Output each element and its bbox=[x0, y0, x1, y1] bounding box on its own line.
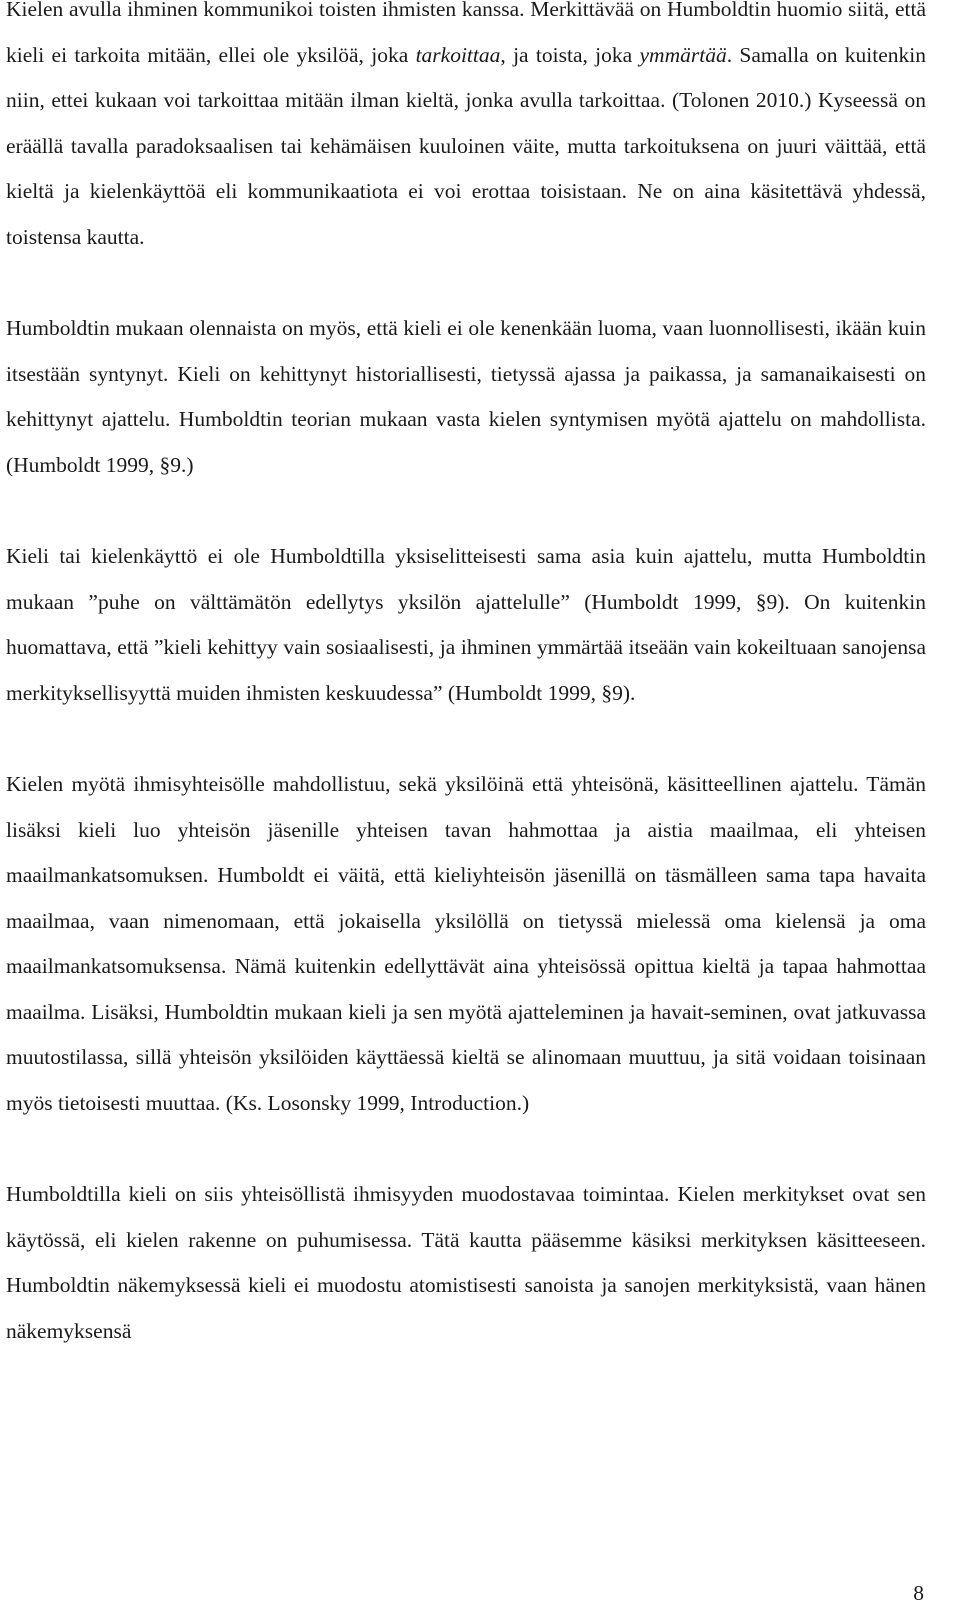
paragraph-4 bbox=[6, 762, 926, 1126]
paragraph-3 bbox=[6, 534, 926, 716]
page-number: 8 bbox=[913, 1581, 924, 1605]
paragraph-1-text-b: , ja toista, joka bbox=[500, 42, 640, 67]
paragraph-2 bbox=[6, 306, 926, 488]
paragraph-1-text-c: . Samalla on kuitenkin niin, ettei kukaan voi tarkoittaa mitään ilman kieltä, jonka avulla tarkoittaa. (Tolonen 2010.) Kyseessä on eräällä tavalla paradoksaalisen tai kehämäisen kuuloinen väite, mutta tarkoituksena on juuri väittää, että kieltä ja kielenkäyttöä eli kommunikaatiota ei voi erottaa toisistaan. Ne on aina käsitettävä yhdessä, toistensa kautta. bbox=[6, 42, 926, 249]
paragraph-2-text: Humboldtin mukaan olennaista on myös, että kieli ei ole kenenkään luoma, vaan luonnollisesti, ikään kuin itsestään syntynyt. Kieli on kehittynyt historiallisesti, tietyssä ajassa ja paikassa, ja samanaikaisesti on kehittynyt ajattelu. Humboldtin teorian mukaan vasta kielen syntymisen myötä ajattelu on mahdollista. (Humboldt 1999, §9.) bbox=[6, 316, 926, 477]
paragraph-1-text-a: Kielen avulla ihminen kommunikoi toisten ihmisten kanssa. Merkittävää on Humboldtin huomio siitä, että kieli ei tarkoita mitään, ellei ole yksilöä, joka bbox=[6, 0, 926, 67]
paragraph-4-text: Kielen myötä ihmisyhteisölle mahdollistuu, sekä yksilöinä että yhteisönä, käsitteellinen ajattelu. Tämän lisäksi kieli luo yhteisön jäsenille yhteisen tavan hahmottaa ja aistia maailmaa, eli yhteisen maailmankatsomuksen. Humboldt ei väitä, että kieliyhteisön jäsenillä on täsmälleen sama tapa havaita maailmaa, vaan nimenomaan, että jokaisella yksilöllä on tietyssä mielessä oma kielensä ja oma maailmankatsomuksensa. Nämä kuitenkin edellyttävät aina yhteisössä opittua kieltä ja tapaa hahmottaa maailma. Lisäksi, Humboldtin mukaan kieli ja sen myötä ajatteleminen ja havait-seminen, ovat jatkuvassa muutostilassa, sillä yhteisön yksilöiden käyttäessä kieltä se alinomaan muuttuu, ja sitä voidaan toisinaan myös tietoisesti muuttaa. (Ks. Losonsky 1999, Introduction.) bbox=[6, 772, 926, 1115]
paragraph-1-italic-tarkoittaa: tarkoittaa bbox=[415, 42, 501, 67]
paragraph-3-text: Kieli tai kielenkäyttö ei ole Humboldtilla yksiselitteisesti sama asia kuin ajattelu, mutta Humboldtin mukaan ”puhe on välttämätön edellytys yksilön ajattelulle” (Humboldt 1999, §9). On kuitenkin huomattava, että ”kieli kehittyy vain sosiaalisesti, ja ihminen ymmärtää itseään vain kokeiltuaan sanojensa merkityksellisyyttä muiden ihmisten keskuudessa” (Humboldt 1999, §9). bbox=[6, 544, 926, 705]
paragraph-1 bbox=[6, 0, 926, 260]
paragraph-5 bbox=[6, 1172, 926, 1354]
paragraph-1-italic-ymmartaa: ymmärtää bbox=[639, 42, 727, 67]
paragraph-5-text: Humboldtilla kieli on siis yhteisöllistä ihmisyyden muodostavaa toimintaa. Kielen merkitykset ovat sen käytössä, eli kielen rakenne on puhumisessa. Tätä kautta pääsemme käsiksi merkityksen käsitteeseen. Humboldtin näkemyksessä kieli ei muodostu atomistisesti sanoista ja sanojen merkityksistä, vaan hänen näkemyksensä bbox=[6, 1182, 926, 1343]
document-page bbox=[6, 0, 926, 1400]
